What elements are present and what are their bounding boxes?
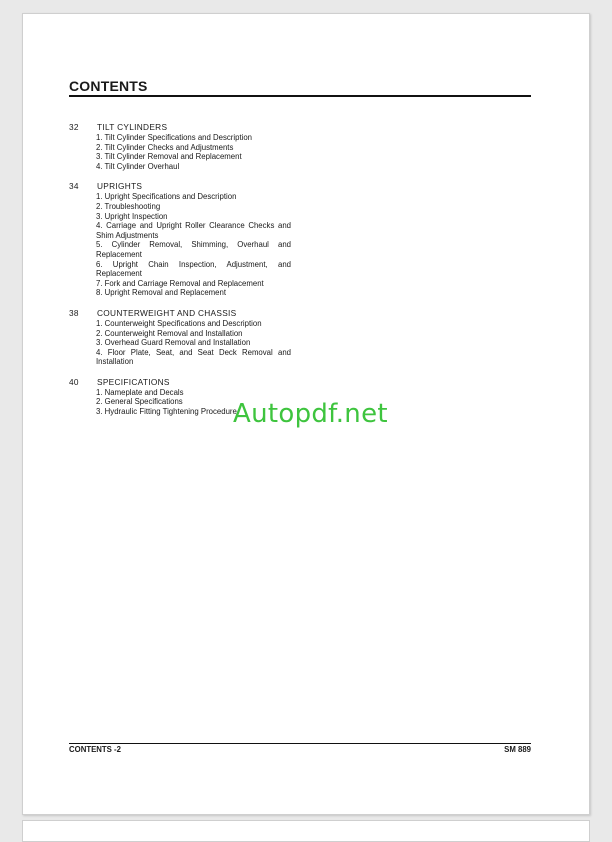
footer-divider [69, 743, 531, 744]
footer-page-label: CONTENTS -2 [69, 745, 121, 754]
toc-item: 4. Floor Plate, Seat, and Seat Deck Removal and Installation [96, 347, 291, 367]
section-heading [69, 122, 299, 133]
toc-item: 4. Carriage and Upright Roller Clearance Checks and Shim Adjustments [96, 221, 291, 240]
section-title: COUNTERWEIGHT AND CHASSIS [97, 307, 237, 318]
toc-item: 3. Tilt Cylinder Removal and Replacement [96, 152, 242, 162]
section-title: UPRIGHTS [97, 181, 143, 192]
toc-item: 2. Tilt Cylinder Checks and Adjustments [96, 142, 234, 152]
section-heading [69, 308, 299, 319]
section-items [96, 133, 291, 171]
toc-item: 5. Cylinder Removal, Shimming, Overhaul and Replacement [96, 240, 291, 259]
section-items [96, 192, 291, 298]
section-number: 34 [69, 181, 79, 192]
toc-item: 1. Upright Specifications and Description [96, 192, 237, 202]
toc-item: 6. Upright Chain Inspection, Adjustment, and Replacement [96, 259, 291, 279]
section-number: 40 [69, 376, 79, 387]
toc-item: 4. Tilt Cylinder Overhaul [96, 161, 180, 171]
section-heading [69, 181, 299, 192]
table-of-contents [69, 122, 299, 427]
toc-item: 1. Tilt Cylinder Specifications and Description [96, 133, 253, 142]
toc-item: 3. Upright Inspection [96, 211, 168, 221]
watermark-text: Autopdf.net [233, 399, 388, 429]
footer-manual-number: SM 889 [504, 745, 531, 754]
section-heading [69, 377, 299, 388]
title-divider [69, 95, 531, 97]
toc-item: 1. Nameplate and Decals [96, 387, 184, 397]
toc-item: 2. Counterweight Removal and Installation [96, 328, 243, 338]
toc-section [69, 308, 299, 367]
toc-item: 8. Upright Removal and Replacement [96, 288, 227, 298]
section-title: SPECIFICATIONS [97, 376, 170, 387]
toc-section [69, 122, 299, 171]
toc-item: 2. General Specifications [96, 397, 183, 407]
next-page-edge [22, 820, 590, 842]
section-title: TILT CYLINDERS [97, 122, 168, 132]
section-items [96, 319, 291, 367]
document-page [22, 13, 590, 815]
section-number: 38 [69, 307, 79, 318]
toc-item: 3. Hydraulic Fitting Tightening Procedure [96, 407, 237, 417]
section-number: 32 [69, 122, 79, 132]
toc-item: 3. Overhead Guard Removal and Installation [96, 338, 251, 348]
toc-item: 2. Troubleshooting [96, 201, 161, 211]
page-title: CONTENTS [69, 78, 148, 94]
toc-item: 7. Fork and Carriage Removal and Replacement [96, 278, 264, 288]
toc-item: 1. Counterweight Specifications and Description [96, 318, 262, 328]
toc-section [69, 181, 299, 298]
